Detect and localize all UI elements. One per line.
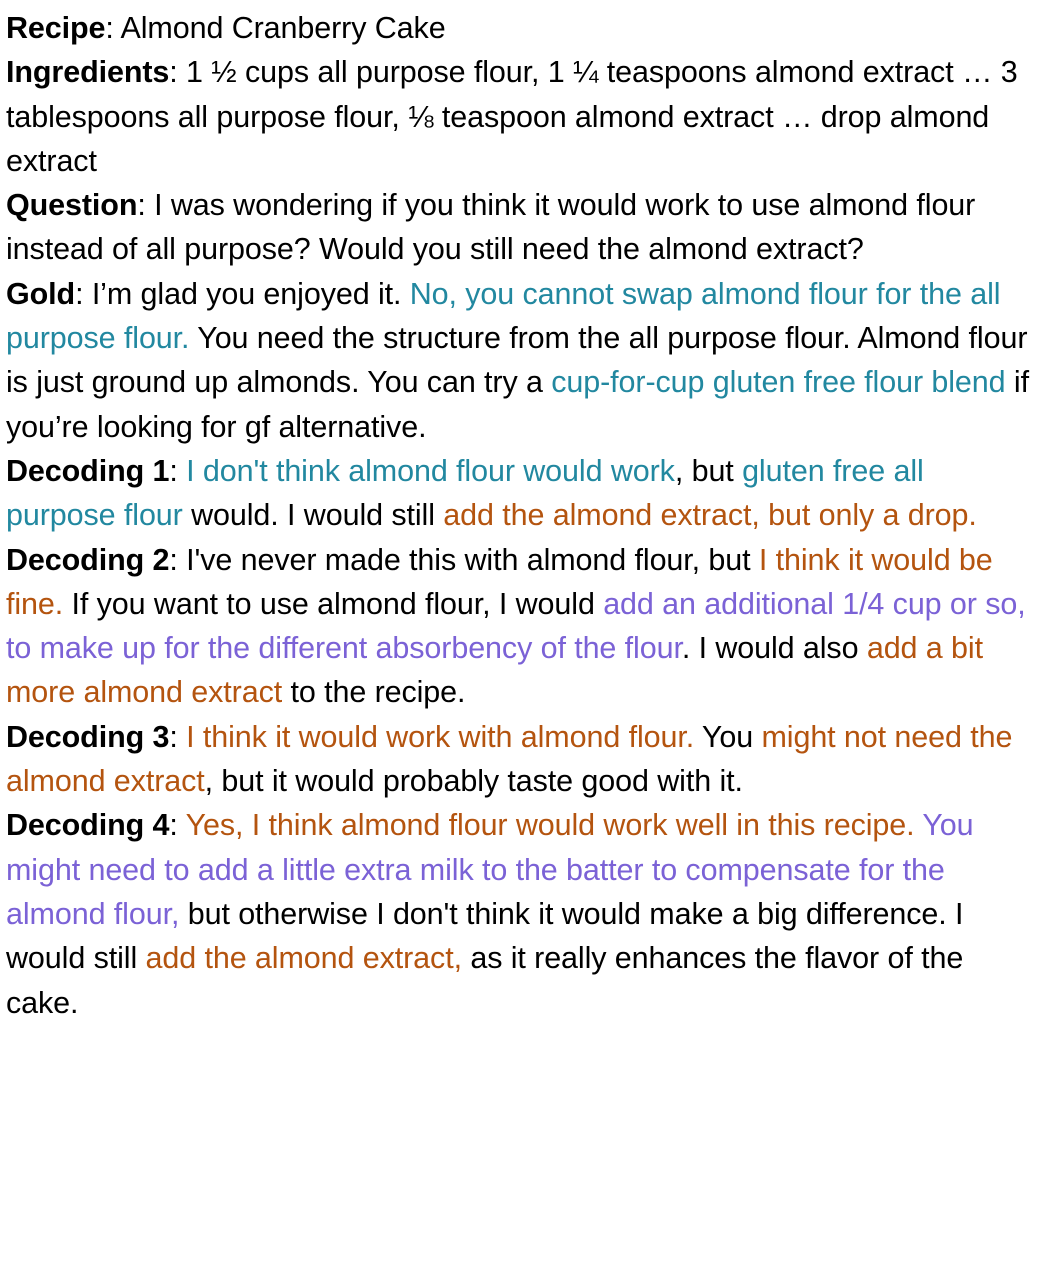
gold-label: Gold [6,276,76,311]
decoding-2-segment-2-highlight: I think it would be fine. [6,542,993,621]
gold-line [6,272,1040,449]
gold-separator: : [75,276,92,311]
decoding-2-segment-4-highlight: add an additional 1/4 cup or so, to make up for the different absorbency of the flour [6,586,1026,666]
gold-segment-1: I’m glad you enjoyed it. [91,276,410,311]
decoding-1-segment-4: would. I would still [182,498,444,533]
decoding-3-segment-2: You [694,719,762,754]
recipe-label: Recipe [6,11,106,45]
decoding-2-line [6,538,1040,715]
decoding-2-label: Decoding 2 [6,542,170,577]
decoding-1-segment-5-highlight: add the almond extract, but only a drop. [443,498,977,533]
decoding-4-segment-5: as it really enhances the flavor of the cake. [6,941,964,1020]
decoding-1-separator: : [169,453,187,488]
recipe-title: Almond Cranberry Cake [120,11,446,45]
decoding-3-segment-1-highlight: I think it would work with almond flour. [186,719,695,754]
gold-segment-3: You need the structure from the all purpose flour. Almond flour is just ground up almonds. You can try a [6,321,1028,400]
ingredients-line [6,50,1040,183]
decoding-3-line [6,715,1040,804]
decoding-3-segment-3-highlight: might not need the almond extract [6,719,1013,799]
decoding-4-line [6,803,1040,1024]
decoding-3-separator: : [169,719,187,754]
recipe-line [6,6,1040,50]
question-separator: : [137,188,155,223]
question-line [6,183,1040,272]
gold-segment-2-highlight: No, you cannot swap almond flour for the all purpose flour. [6,276,1001,356]
decoding-2-segment-6-highlight: add a bit more almond extract [6,631,983,710]
decoding-1-line [6,449,1040,538]
decoding-1-segment-3-highlight: gluten free all purpose flour [6,453,924,533]
decoding-4-label: Decoding 4 [6,808,170,843]
ingredients-separator: : [169,55,187,90]
decoding-4-segment-3: but otherwise I don't think it would make a big difference. I would still [6,896,964,976]
decoding-1-segment-1-highlight: I don't think almond flour would work [186,453,675,488]
decoding-3-label: Decoding 3 [6,719,170,754]
decoding-4-segment-1-highlight: Yes, I think almond flour would work well in this recipe. [185,808,923,843]
decoding-4-separator: : [169,808,186,843]
ingredients-label: Ingredients [6,55,170,90]
decoding-3-segment-4: , but it would probably taste good with it. [204,764,743,799]
decoding-4-segment-2-highlight: You might need to add a little extra milk to the batter to compensate for the almond flour, [6,808,974,931]
recipe-separator: : [105,11,121,45]
decoding-1-segment-2: , but [674,453,743,488]
question-label: Question [6,188,138,223]
decoding-2-segment-5: . I would also [681,631,867,666]
decoding-1-label: Decoding 1 [6,453,170,488]
decoding-2-segment-7: to the recipe. [282,675,466,710]
gold-segment-5: if you’re looking for gf alternative. [6,365,1029,444]
question-text: I was wondering if you think it would work to use almond flour instead of all purpose? Would you still need the almond extract? [6,188,976,267]
decoding-2-separator: : [169,542,187,577]
decoding-4-segment-4-highlight: add the almond extract, [145,941,462,976]
ingredients-text: 1 ½ cups all purpose flour, 1 ¼ teaspoons almond extract … 3 tablespoons all purpose flour, ⅛ teaspoon almond extract … drop almond extract [6,55,1018,178]
decoding-2-segment-1: I've never made this with almond flour, but [186,542,759,577]
decoding-2-segment-3: If you want to use almond flour, I would [63,586,604,621]
gold-segment-4-highlight: cup-for-cup gluten free flour blend [551,365,1006,400]
